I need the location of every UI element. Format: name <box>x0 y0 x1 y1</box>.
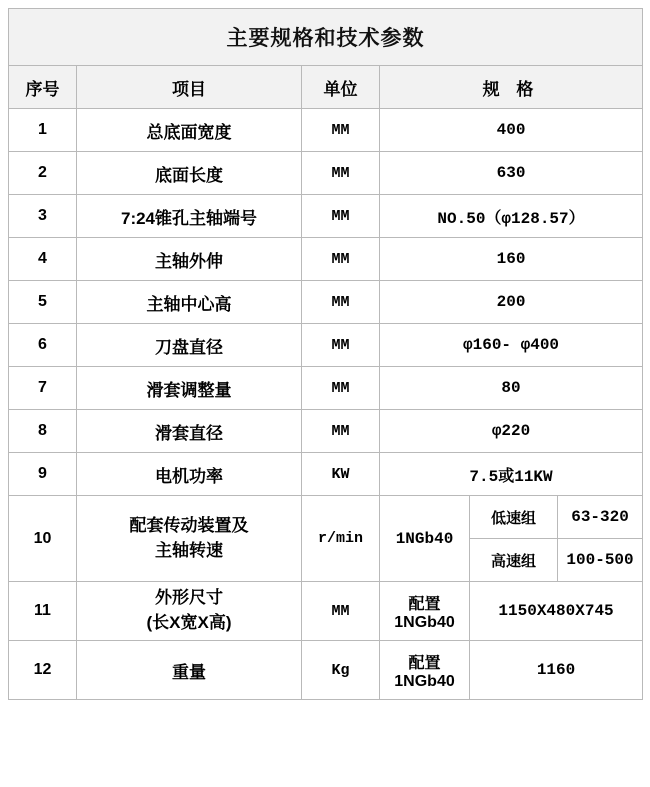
row-unit: r/min <box>302 496 380 582</box>
row-value: 200 <box>380 281 643 324</box>
table-row <box>9 324 643 367</box>
row-item-line1: 外形尺寸 <box>155 588 223 608</box>
row-unit: MM <box>302 195 380 238</box>
table-row <box>9 152 643 195</box>
row-item: 滑套直径 <box>77 410 302 453</box>
header-index: 序号 <box>9 66 77 109</box>
row-index: 6 <box>9 324 77 367</box>
row-value: 1150X480X745 <box>470 582 643 641</box>
specification-table <box>8 8 643 700</box>
row-index: 4 <box>9 238 77 281</box>
row-item <box>77 496 302 582</box>
row-value: 400 <box>380 109 643 152</box>
table-header-row <box>9 66 643 109</box>
row-item-line2: (长X宽X高) <box>146 613 232 632</box>
table-row <box>9 281 643 324</box>
row-unit: MM <box>302 367 380 410</box>
row-item: 7:24锥孔主轴端号 <box>77 195 302 238</box>
row-index: 1 <box>9 109 77 152</box>
row-value: 7.5或11KW <box>380 453 643 496</box>
row-item: 总底面宽度 <box>77 109 302 152</box>
row-unit: MM <box>302 152 380 195</box>
speed-group-range-low: 63-320 <box>558 496 643 539</box>
table-title-row <box>9 9 643 66</box>
row-index: 12 <box>9 641 77 700</box>
row-unit: MM <box>302 410 380 453</box>
row-index: 11 <box>9 582 77 641</box>
row-unit: MM <box>302 324 380 367</box>
row-unit: MM <box>302 281 380 324</box>
table-row <box>9 641 643 700</box>
table-row <box>9 453 643 496</box>
row-item: 主轴中心高 <box>77 281 302 324</box>
row-unit: MM <box>302 109 380 152</box>
table-row <box>9 367 643 410</box>
row-unit: KW <box>302 453 380 496</box>
row-index: 7 <box>9 367 77 410</box>
row-index: 8 <box>9 410 77 453</box>
row-item: 重量 <box>77 641 302 700</box>
table-row <box>9 109 643 152</box>
table-row <box>9 195 643 238</box>
table-row <box>9 582 643 641</box>
row-value: 1160 <box>470 641 643 700</box>
row-value: NO.50（φ128.57） <box>380 195 643 238</box>
speed-group-range-high: 100-500 <box>558 539 643 582</box>
page-title: 主要规格和技术参数 <box>9 9 643 66</box>
row-item: 主轴外伸 <box>77 238 302 281</box>
row-item: 电机功率 <box>77 453 302 496</box>
row-item <box>77 582 302 641</box>
row-index: 2 <box>9 152 77 195</box>
row-unit: MM <box>302 238 380 281</box>
table-row <box>9 496 643 539</box>
table-row <box>9 410 643 453</box>
row-value: φ160- φ400 <box>380 324 643 367</box>
row-item: 底面长度 <box>77 152 302 195</box>
speed-group-label-high: 高速组 <box>470 539 558 582</box>
row-model: 配置1NGb40 <box>380 582 470 641</box>
row-item-line2: 主轴转速 <box>155 540 223 560</box>
row-item: 刀盘直径 <box>77 324 302 367</box>
row-index: 10 <box>9 496 77 582</box>
row-value: φ220 <box>380 410 643 453</box>
row-item: 滑套调整量 <box>77 367 302 410</box>
row-value: 160 <box>380 238 643 281</box>
row-item-line1: 配套传动装置及 <box>129 515 249 535</box>
speed-group-label-low: 低速组 <box>470 496 558 539</box>
row-model: 1NGb40 <box>380 496 470 582</box>
row-value: 80 <box>380 367 643 410</box>
row-value: 630 <box>380 152 643 195</box>
row-index: 5 <box>9 281 77 324</box>
header-spec: 规 格 <box>380 66 643 109</box>
row-unit: MM <box>302 582 380 641</box>
header-unit: 单位 <box>302 66 380 109</box>
row-index: 3 <box>9 195 77 238</box>
table-row <box>9 238 643 281</box>
row-unit: Kg <box>302 641 380 700</box>
row-model: 配置1NGb40 <box>380 641 470 700</box>
header-item: 项目 <box>77 66 302 109</box>
row-index: 9 <box>9 453 77 496</box>
